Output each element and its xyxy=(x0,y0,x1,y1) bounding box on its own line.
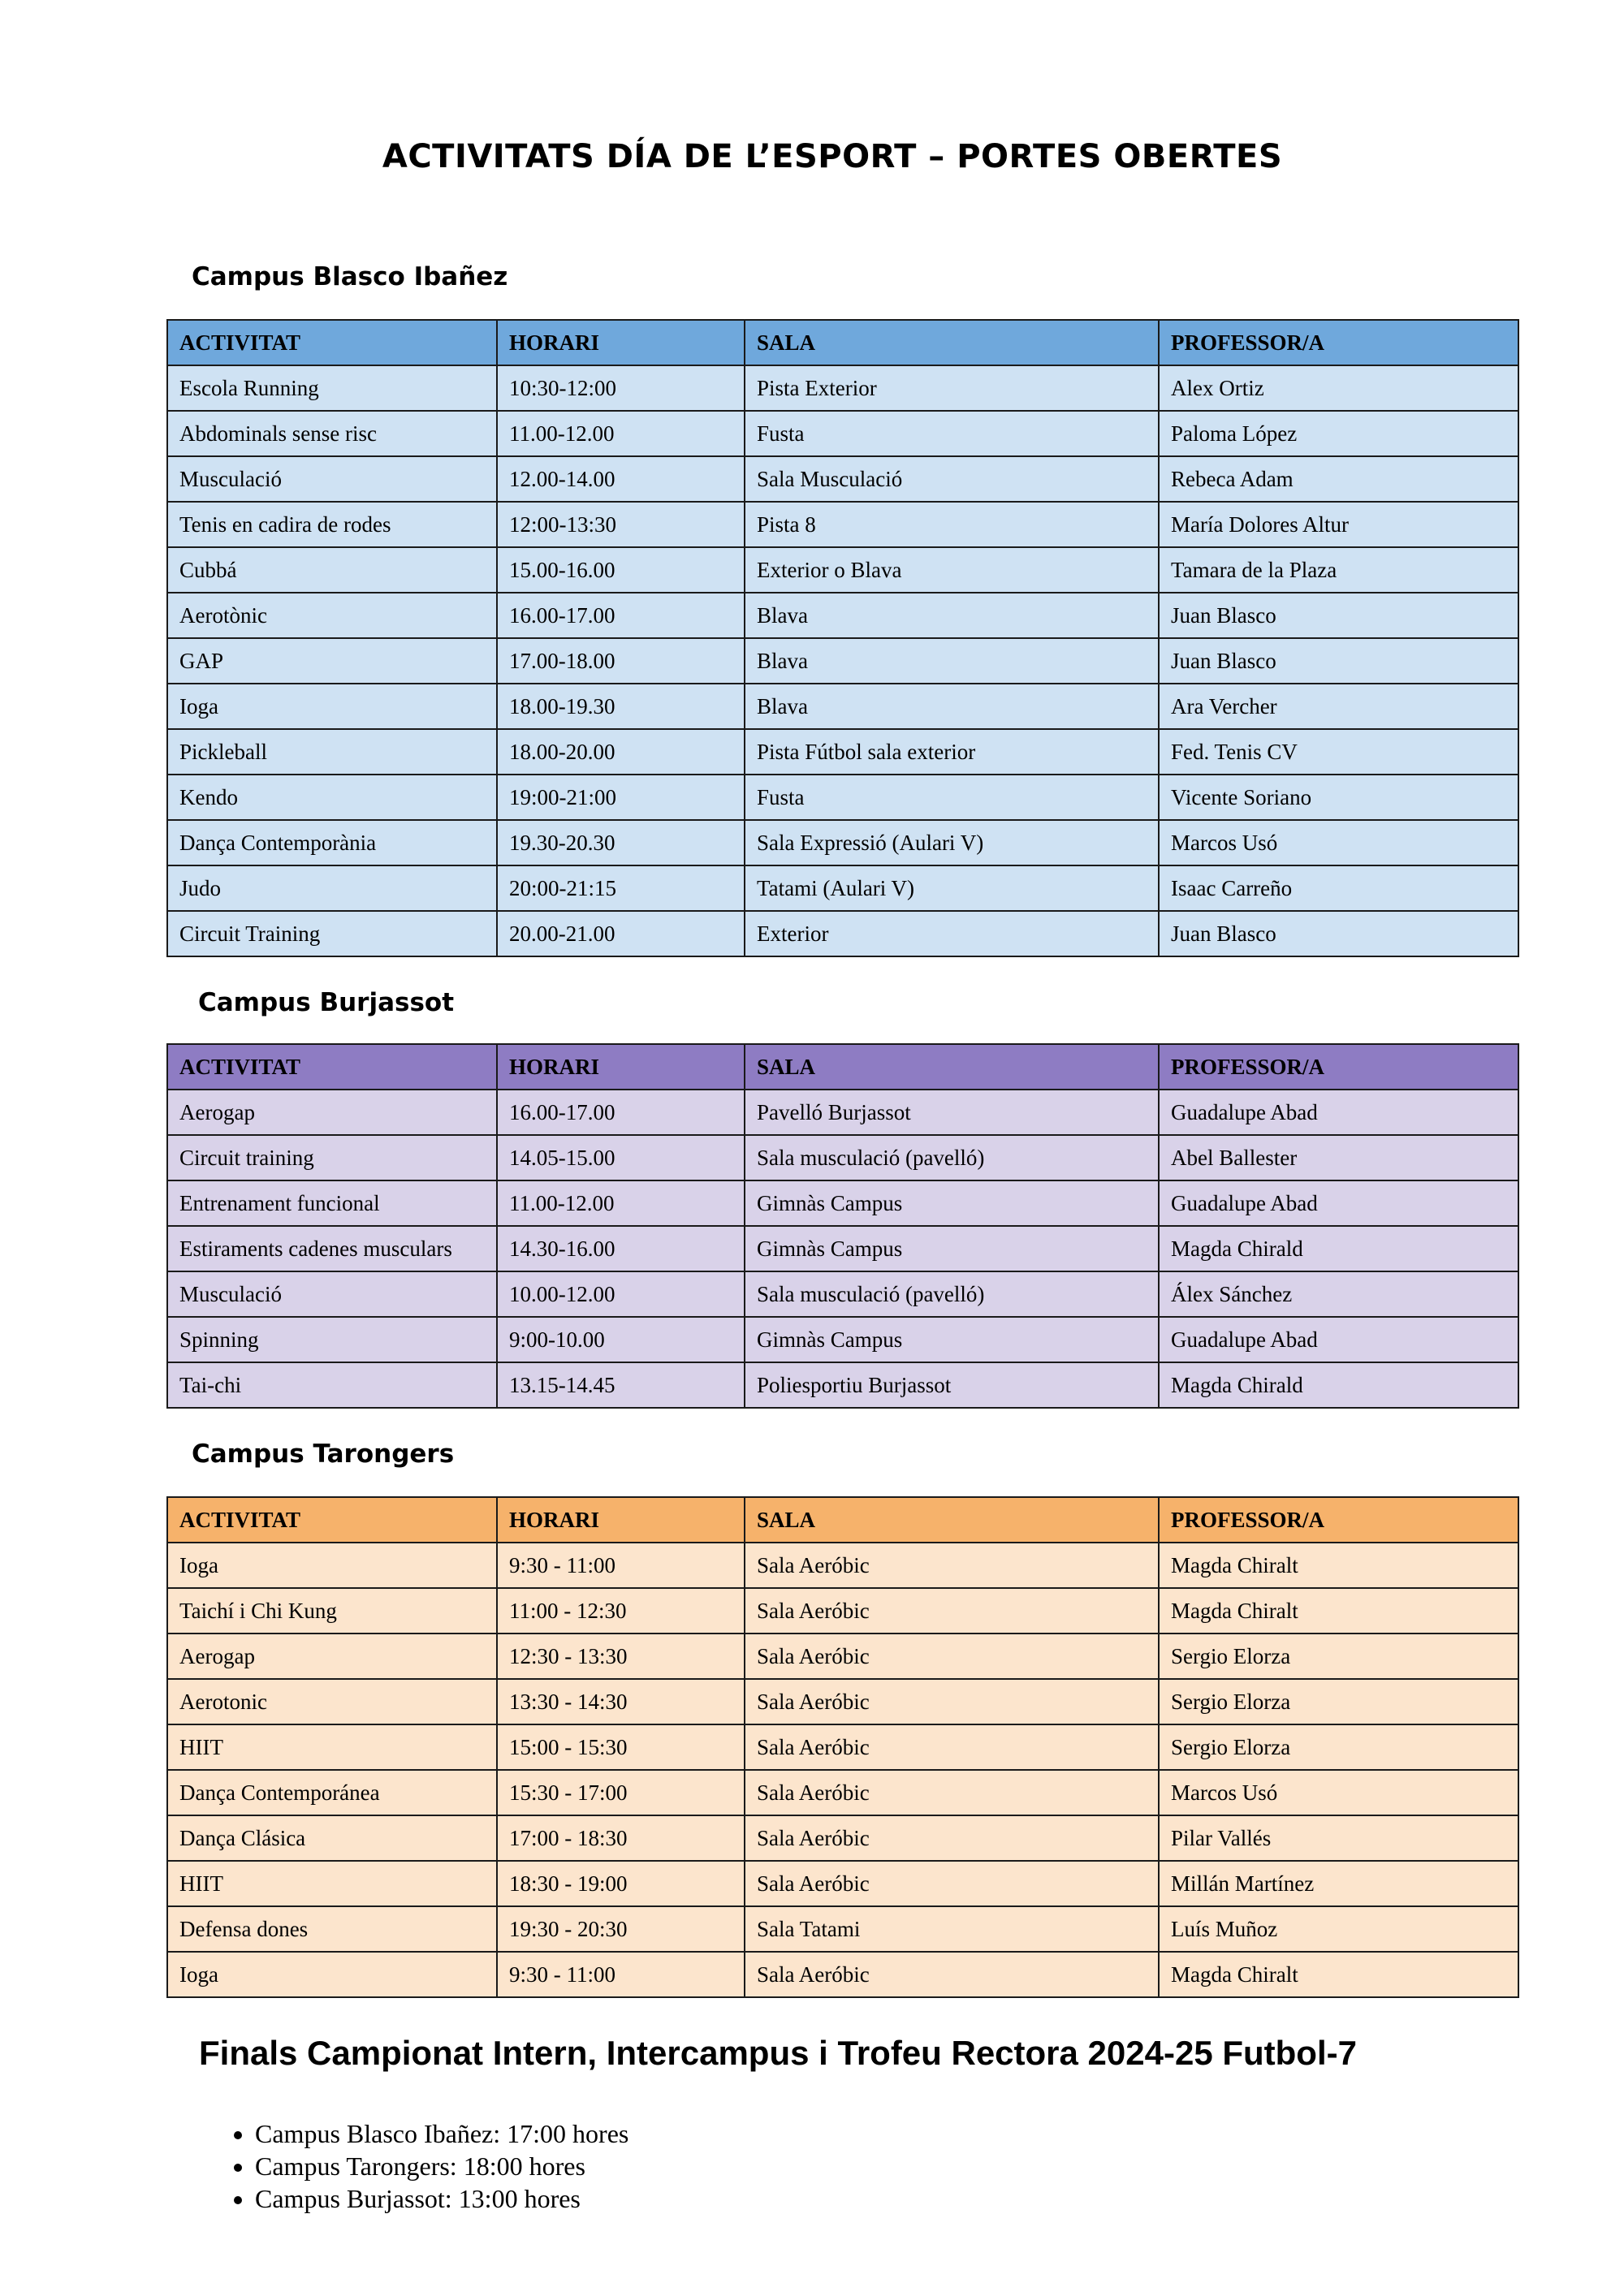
cell-professor: Magda Chirald xyxy=(1159,1362,1518,1408)
cell-activitat: Aerogap xyxy=(167,1090,497,1135)
cell-sala: Sala Aeróbic xyxy=(745,1543,1159,1588)
table-row xyxy=(167,911,1518,956)
cell-horari: 20:00-21:15 xyxy=(497,865,745,911)
table-row xyxy=(167,1135,1518,1180)
cell-horari: 16.00-17.00 xyxy=(497,593,745,638)
cell-sala: Exterior xyxy=(745,911,1159,956)
finals-title: Finals Campionat Intern, Intercampus i Trofeu Rectora 2024-25 Futbol-7 xyxy=(199,2034,1357,2072)
cell-horari: 9:30 - 11:00 xyxy=(497,1543,745,1588)
cell-sala: Sala Aeróbic xyxy=(745,1588,1159,1634)
column-header-activitat: ACTIVITAT xyxy=(167,320,497,365)
column-header-horari: HORARI xyxy=(497,320,745,365)
cell-professor: Guadalupe Abad xyxy=(1159,1317,1518,1362)
cell-activitat: Aerogap xyxy=(167,1634,497,1679)
cell-horari: 15:00 - 15:30 xyxy=(497,1724,745,1770)
table-row xyxy=(167,1815,1518,1861)
schedule-table-burjassot xyxy=(166,1043,1519,1409)
column-header-horari: HORARI xyxy=(497,1044,745,1090)
cell-professor: Alex Ortiz xyxy=(1159,365,1518,411)
cell-horari: 12:30 - 13:30 xyxy=(497,1634,745,1679)
cell-professor: Sergio Elorza xyxy=(1159,1634,1518,1679)
cell-activitat: Spinning xyxy=(167,1317,497,1362)
cell-horari: 17:00 - 18:30 xyxy=(497,1815,745,1861)
table-row xyxy=(167,1588,1518,1634)
cell-sala: Sala Expressió (Aulari V) xyxy=(745,820,1159,865)
cell-professor: Rebeca Adam xyxy=(1159,456,1518,502)
cell-activitat: Ioga xyxy=(167,1952,497,1997)
cell-horari: 13.15-14.45 xyxy=(497,1362,745,1408)
cell-sala: Sala Tatami xyxy=(745,1906,1159,1952)
cell-horari: 14.05-15.00 xyxy=(497,1135,745,1180)
cell-professor: Marcos Usó xyxy=(1159,820,1518,865)
cell-sala: Sala Aeróbic xyxy=(745,1679,1159,1724)
table-row xyxy=(167,729,1518,775)
finals-schedule-list xyxy=(219,2117,628,2215)
list-item: • Campus Burjassot: 13:00 hores xyxy=(255,2182,628,2215)
cell-professor: Magda Chirald xyxy=(1159,1226,1518,1271)
cell-sala: Exterior o Blava xyxy=(745,547,1159,593)
cell-sala: Sala Aeróbic xyxy=(745,1952,1159,1997)
cell-horari: 10:30-12:00 xyxy=(497,365,745,411)
cell-sala: Pavelló Burjassot xyxy=(745,1090,1159,1135)
cell-professor: Pilar Vallés xyxy=(1159,1815,1518,1861)
page-title: ACTIVITATS DÍA DE L’ESPORT – PORTES OBERTES xyxy=(382,138,1283,175)
cell-horari: 16.00-17.00 xyxy=(497,1090,745,1135)
column-header-horari: HORARI xyxy=(497,1497,745,1543)
cell-sala: Sala Aeróbic xyxy=(745,1815,1159,1861)
cell-professor: Magda Chiralt xyxy=(1159,1952,1518,1997)
cell-sala: Blava xyxy=(745,684,1159,729)
cell-sala: Blava xyxy=(745,593,1159,638)
section-heading-blasco-ibanez: Campus Blasco Ibañez xyxy=(192,262,508,291)
cell-professor: Tamara de la Plaza xyxy=(1159,547,1518,593)
cell-activitat: Circuit training xyxy=(167,1135,497,1180)
table-row xyxy=(167,1317,1518,1362)
cell-horari: 18.00-19.30 xyxy=(497,684,745,729)
cell-activitat: Aerotònic xyxy=(167,593,497,638)
table-row xyxy=(167,1090,1518,1135)
cell-professor: Sergio Elorza xyxy=(1159,1679,1518,1724)
cell-horari: 11:00 - 12:30 xyxy=(497,1588,745,1634)
cell-horari: 10.00-12.00 xyxy=(497,1271,745,1317)
cell-activitat: Escola Running xyxy=(167,365,497,411)
cell-sala: Sala Aeróbic xyxy=(745,1861,1159,1906)
cell-horari: 15.00-16.00 xyxy=(497,547,745,593)
cell-professor: Sergio Elorza xyxy=(1159,1724,1518,1770)
cell-professor: Abel Ballester xyxy=(1159,1135,1518,1180)
cell-sala: Gimnàs Campus xyxy=(745,1226,1159,1271)
list-item: • Campus Blasco Ibañez: 17:00 hores xyxy=(255,2117,628,2150)
cell-professor: Guadalupe Abad xyxy=(1159,1090,1518,1135)
cell-sala: Blava xyxy=(745,638,1159,684)
cell-activitat: Kendo xyxy=(167,775,497,820)
cell-activitat: Dança Clásica xyxy=(167,1815,497,1861)
cell-sala: Gimnàs Campus xyxy=(745,1317,1159,1362)
cell-sala: Gimnàs Campus xyxy=(745,1180,1159,1226)
table-row xyxy=(167,684,1518,729)
table-row xyxy=(167,593,1518,638)
cell-sala: Tatami (Aulari V) xyxy=(745,865,1159,911)
cell-professor: Juan Blasco xyxy=(1159,638,1518,684)
cell-sala: Sala musculació (pavelló) xyxy=(745,1271,1159,1317)
table-row xyxy=(167,1952,1518,1997)
table-row xyxy=(167,365,1518,411)
cell-activitat: Musculació xyxy=(167,1271,497,1317)
table-row xyxy=(167,1906,1518,1952)
cell-activitat: GAP xyxy=(167,638,497,684)
table-row xyxy=(167,1861,1518,1906)
cell-horari: 14.30-16.00 xyxy=(497,1226,745,1271)
table-row xyxy=(167,411,1518,456)
table-row xyxy=(167,865,1518,911)
cell-horari: 13:30 - 14:30 xyxy=(497,1679,745,1724)
column-header-sala: SALA xyxy=(745,1044,1159,1090)
cell-professor: Isaac Carreño xyxy=(1159,865,1518,911)
column-header-professor: PROFESSOR/A xyxy=(1159,1497,1518,1543)
cell-professor: Ara Vercher xyxy=(1159,684,1518,729)
cell-sala: Sala musculació (pavelló) xyxy=(745,1135,1159,1180)
column-header-professor: PROFESSOR/A xyxy=(1159,1044,1518,1090)
table-row xyxy=(167,1180,1518,1226)
table-header-row xyxy=(167,1497,1518,1543)
cell-horari: 20.00-21.00 xyxy=(497,911,745,956)
table-row xyxy=(167,502,1518,547)
cell-activitat: Musculació xyxy=(167,456,497,502)
cell-activitat: HIIT xyxy=(167,1861,497,1906)
cell-activitat: Entrenament funcional xyxy=(167,1180,497,1226)
cell-activitat: Circuit Training xyxy=(167,911,497,956)
cell-activitat: Dança Contemporánea xyxy=(167,1770,497,1815)
table-row xyxy=(167,1271,1518,1317)
cell-horari: 19:30 - 20:30 xyxy=(497,1906,745,1952)
cell-horari: 12.00-14.00 xyxy=(497,456,745,502)
cell-activitat: HIIT xyxy=(167,1724,497,1770)
cell-activitat: Taichí i Chi Kung xyxy=(167,1588,497,1634)
cell-horari: 15:30 - 17:00 xyxy=(497,1770,745,1815)
cell-activitat: Judo xyxy=(167,865,497,911)
cell-horari: 11.00-12.00 xyxy=(497,411,745,456)
cell-activitat: Tenis en cadira de rodes xyxy=(167,502,497,547)
cell-professor: Vicente Soriano xyxy=(1159,775,1518,820)
cell-sala: Pista Fútbol sala exterior xyxy=(745,729,1159,775)
cell-professor: Juan Blasco xyxy=(1159,593,1518,638)
table-row xyxy=(167,775,1518,820)
cell-activitat: Pickleball xyxy=(167,729,497,775)
cell-horari: 9:30 - 11:00 xyxy=(497,1952,745,1997)
table-row xyxy=(167,547,1518,593)
table-row xyxy=(167,1226,1518,1271)
section-heading-burjassot: Campus Burjassot xyxy=(198,988,455,1017)
cell-sala: Fusta xyxy=(745,775,1159,820)
cell-activitat: Estiraments cadenes musculars xyxy=(167,1226,497,1271)
cell-activitat: Tai-chi xyxy=(167,1362,497,1408)
cell-sala: Pista 8 xyxy=(745,502,1159,547)
table-row xyxy=(167,1724,1518,1770)
schedule-table-tarongers xyxy=(166,1496,1519,1998)
cell-activitat: Aerotonic xyxy=(167,1679,497,1724)
cell-activitat: Ioga xyxy=(167,1543,497,1588)
cell-activitat: Dança Contemporània xyxy=(167,820,497,865)
schedule-table-blasco-ibanez xyxy=(166,319,1519,957)
cell-sala: Poliesportiu Burjassot xyxy=(745,1362,1159,1408)
cell-professor: Juan Blasco xyxy=(1159,911,1518,956)
list-item: • Campus Tarongers: 18:00 hores xyxy=(255,2150,628,2182)
table-row xyxy=(167,638,1518,684)
column-header-sala: SALA xyxy=(745,1497,1159,1543)
cell-horari: 17.00-18.00 xyxy=(497,638,745,684)
cell-sala: Pista Exterior xyxy=(745,365,1159,411)
table-header-row xyxy=(167,320,1518,365)
cell-professor: Luís Muñoz xyxy=(1159,1906,1518,1952)
cell-activitat: Defensa dones xyxy=(167,1906,497,1952)
table-row xyxy=(167,456,1518,502)
cell-professor: Millán Martínez xyxy=(1159,1861,1518,1906)
cell-activitat: Ioga xyxy=(167,684,497,729)
table-row xyxy=(167,1362,1518,1408)
column-header-sala: SALA xyxy=(745,320,1159,365)
table-row xyxy=(167,820,1518,865)
column-header-professor: PROFESSOR/A xyxy=(1159,320,1518,365)
cell-sala: Sala Aeróbic xyxy=(745,1724,1159,1770)
cell-horari: 19:00-21:00 xyxy=(497,775,745,820)
cell-horari: 19.30-20.30 xyxy=(497,820,745,865)
table-row xyxy=(167,1634,1518,1679)
cell-horari: 18.00-20.00 xyxy=(497,729,745,775)
table-row xyxy=(167,1770,1518,1815)
cell-professor: Magda Chiralt xyxy=(1159,1543,1518,1588)
cell-horari: 11.00-12.00 xyxy=(497,1180,745,1226)
cell-professor: Marcos Usó xyxy=(1159,1770,1518,1815)
cell-professor: Magda Chiralt xyxy=(1159,1588,1518,1634)
cell-professor: Álex Sánchez xyxy=(1159,1271,1518,1317)
table-row xyxy=(167,1679,1518,1724)
cell-sala: Sala Aeróbic xyxy=(745,1634,1159,1679)
column-header-activitat: ACTIVITAT xyxy=(167,1497,497,1543)
cell-sala: Sala Musculació xyxy=(745,456,1159,502)
cell-activitat: Abdominals sense risc xyxy=(167,411,497,456)
cell-sala: Fusta xyxy=(745,411,1159,456)
cell-horari: 12:00-13:30 xyxy=(497,502,745,547)
column-header-activitat: ACTIVITAT xyxy=(167,1044,497,1090)
cell-professor: Paloma López xyxy=(1159,411,1518,456)
cell-activitat: Cubbá xyxy=(167,547,497,593)
cell-horari: 9:00-10.00 xyxy=(497,1317,745,1362)
cell-professor: Guadalupe Abad xyxy=(1159,1180,1518,1226)
table-row xyxy=(167,1543,1518,1588)
cell-professor: Fed. Tenis CV xyxy=(1159,729,1518,775)
section-heading-tarongers: Campus Tarongers xyxy=(192,1439,455,1469)
cell-professor: María Dolores Altur xyxy=(1159,502,1518,547)
cell-sala: Sala Aeróbic xyxy=(745,1770,1159,1815)
cell-horari: 18:30 - 19:00 xyxy=(497,1861,745,1906)
table-header-row xyxy=(167,1044,1518,1090)
